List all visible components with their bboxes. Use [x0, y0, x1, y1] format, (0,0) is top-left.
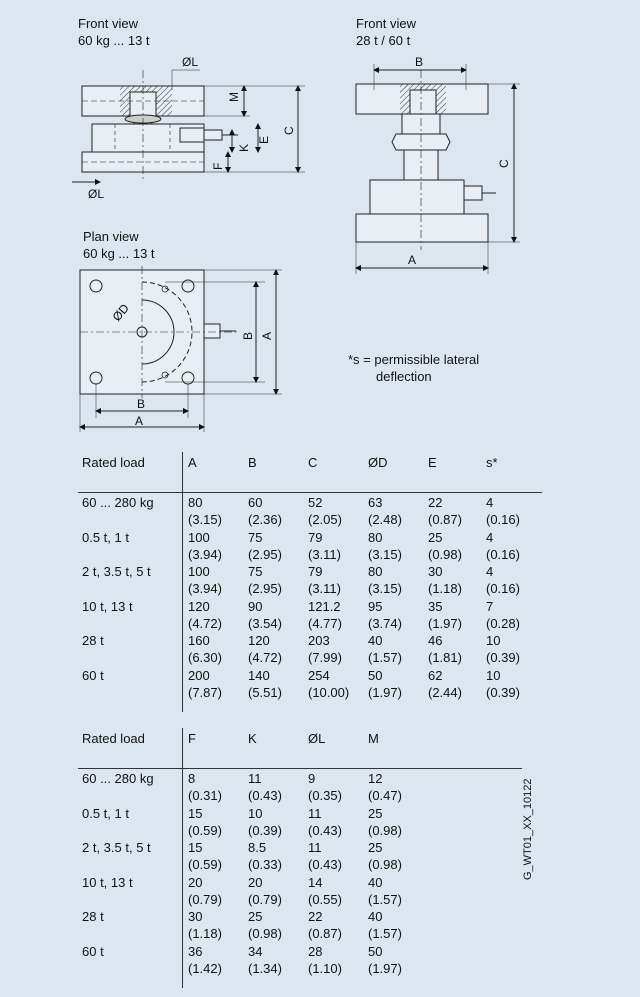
inch-value-cell: (0.39): [486, 684, 520, 700]
inch-value-cell: (0.39): [248, 822, 282, 838]
header-cell: B: [248, 455, 257, 470]
value-cell: 75: [248, 564, 263, 579]
inch-value-cell: (0.31): [188, 788, 222, 803]
value-cell: 30: [428, 564, 443, 579]
dim-E: E: [257, 135, 271, 144]
note-line-2: deflection: [376, 369, 432, 384]
inch-value-cell: (0.87): [308, 926, 342, 941]
header-cell: C: [308, 455, 318, 470]
plan-view-range: 60 kg ... 13 t: [83, 246, 155, 261]
value-cell: 20: [188, 874, 203, 890]
dim-C-large: C: [497, 159, 511, 168]
header-cell: Rated load: [82, 455, 145, 470]
inch-value-cell: (0.98): [368, 822, 402, 838]
row-label: 0.5 t, 1 t: [82, 529, 129, 545]
value-cell: 34: [248, 943, 263, 959]
front-view-large-drawing: [356, 64, 520, 274]
value-cell: 8.5: [248, 840, 267, 855]
value-cell: 28: [308, 943, 323, 959]
table-1-column-rule: [182, 452, 183, 712]
inch-value-cell: (0.98): [428, 546, 462, 562]
dim-C-small: C: [282, 126, 296, 135]
row-label: 60 t: [82, 667, 104, 683]
inch-value-cell: (5.51): [248, 684, 282, 700]
value-cell: 121.2: [308, 598, 341, 614]
dim-A-plan-horizontal: A: [135, 414, 144, 428]
inch-value-cell: (7.87): [188, 684, 222, 700]
dimensions-table-1: [78, 452, 542, 712]
value-cell: 9: [308, 771, 316, 786]
header-cell: ØL: [308, 731, 326, 746]
front-view-small-drawing: [72, 70, 305, 182]
inch-value-cell: (1.81): [428, 650, 462, 665]
inch-value-cell: (2.95): [248, 581, 282, 596]
inch-value-cell: (1.34): [248, 960, 282, 976]
value-cell: 90: [248, 598, 263, 614]
value-cell: 120: [248, 633, 270, 648]
value-cell: 50: [368, 667, 383, 683]
value-cell: 254: [308, 667, 330, 683]
plan-view-title: Plan view: [83, 229, 139, 244]
value-cell: 7: [486, 598, 494, 614]
value-cell: 11: [248, 771, 262, 786]
inch-value-cell: (3.15): [368, 581, 402, 596]
dim-L-top: ØL: [182, 55, 199, 69]
front-view-large-title: Front view: [356, 16, 416, 31]
value-cell: 20: [248, 874, 263, 890]
dim-B-plan-horizontal: B: [137, 397, 146, 411]
inch-value-cell: (3.94): [188, 546, 222, 562]
inch-value-cell: (2.48): [368, 512, 402, 527]
header-cell: F: [188, 731, 196, 746]
inch-value-cell: (0.47): [368, 788, 402, 803]
value-cell: 12: [368, 771, 383, 786]
header-cell: Rated load: [82, 731, 145, 746]
value-cell: 22: [428, 495, 443, 510]
value-cell: 120: [188, 598, 210, 614]
inch-value-cell: (0.28): [486, 615, 520, 631]
inch-value-cell: (3.11): [308, 581, 341, 596]
inch-value-cell: (0.43): [248, 788, 282, 803]
value-cell: 35: [428, 598, 443, 614]
row-label: 60 ... 280 kg: [82, 495, 154, 510]
dim-K: K: [237, 143, 251, 152]
inch-value-cell: (0.59): [188, 857, 222, 872]
value-cell: 10: [486, 667, 501, 683]
row-label: 10 t, 13 t: [82, 598, 133, 614]
inch-value-cell: (0.79): [248, 891, 282, 907]
value-cell: 4: [486, 529, 494, 545]
value-cell: 160: [188, 633, 210, 648]
value-cell: 80: [368, 564, 383, 579]
inch-value-cell: (0.39): [486, 650, 520, 665]
value-cell: 63: [368, 495, 383, 510]
value-cell: 25: [248, 909, 263, 924]
value-cell: 8: [188, 771, 196, 786]
value-cell: 80: [188, 495, 203, 510]
inch-value-cell: (3.94): [188, 581, 222, 596]
row-label: 28 t: [82, 909, 104, 924]
dim-A-large: A: [408, 253, 417, 267]
value-cell: 25: [368, 840, 383, 855]
inch-value-cell: (0.98): [368, 857, 402, 872]
dim-B-plan-vertical: B: [241, 331, 255, 340]
inch-value-cell: (3.54): [248, 615, 282, 631]
value-cell: 100: [188, 564, 210, 579]
header-cell: M: [368, 731, 379, 746]
row-label: 2 t, 3.5 t, 5 t: [82, 840, 151, 855]
header-cell: E: [428, 455, 437, 470]
value-cell: 11: [308, 840, 322, 855]
value-cell: 62: [428, 667, 443, 683]
value-cell: 79: [308, 529, 323, 545]
row-label: 0.5 t, 1 t: [82, 805, 129, 821]
inch-value-cell: (2.95): [248, 546, 282, 562]
inch-value-cell: (0.98): [248, 926, 282, 941]
inch-value-cell: (2.05): [308, 512, 342, 527]
dimensions-table-2: [78, 728, 522, 988]
value-cell: 60: [248, 495, 263, 510]
value-cell: 15: [188, 840, 203, 855]
inch-value-cell: (0.43): [308, 822, 342, 838]
value-cell: 4: [486, 495, 494, 510]
value-cell: 40: [368, 909, 383, 924]
front-view-small-title: Front view: [78, 16, 138, 31]
row-label: 2 t, 3.5 t, 5 t: [82, 564, 151, 579]
front-view-large-range: 28 t / 60 t: [356, 33, 411, 48]
dim-F: F: [211, 162, 225, 170]
table-2-column-rule: [182, 728, 183, 988]
note-line-1: *s = permissible lateral: [348, 352, 480, 367]
value-cell: 11: [308, 805, 322, 821]
header-cell: ØD: [368, 455, 388, 470]
row-label: 60 t: [82, 943, 104, 959]
value-cell: 100: [188, 529, 210, 545]
inch-value-cell: (0.59): [188, 822, 222, 838]
value-cell: 79: [308, 564, 323, 579]
inch-value-cell: (0.87): [428, 512, 462, 527]
inch-value-cell: (1.97): [428, 615, 462, 631]
value-cell: 36: [188, 943, 203, 959]
value-cell: 22: [308, 909, 323, 924]
value-cell: 203: [308, 633, 330, 648]
inch-value-cell: (0.55): [308, 891, 342, 907]
header-cell: s*: [486, 455, 498, 470]
inch-value-cell: (10.00): [308, 684, 350, 700]
value-cell: 200: [188, 667, 210, 683]
inch-value-cell: (1.42): [188, 960, 222, 976]
value-cell: 140: [248, 667, 270, 683]
value-cell: 4: [486, 564, 494, 579]
plan-view-drawing: [80, 266, 282, 432]
front-view-small-range: 60 kg ... 13 t: [78, 33, 150, 48]
figure-code: G_WT01_XX_10122: [522, 778, 534, 880]
inch-value-cell: (0.16): [486, 546, 520, 562]
dim-L-bottom: ØL: [88, 187, 105, 201]
inch-value-cell: (1.97): [368, 684, 402, 700]
inch-value-cell: (0.33): [248, 857, 282, 872]
inch-value-cell: (4.72): [188, 615, 222, 631]
inch-value-cell: (1.97): [368, 960, 402, 976]
inch-value-cell: (0.79): [188, 891, 222, 907]
header-cell: K: [248, 731, 257, 746]
inch-value-cell: (0.43): [308, 857, 342, 872]
row-label: 60 ... 280 kg: [82, 771, 154, 786]
inch-value-cell: (2.44): [428, 684, 462, 700]
value-cell: 14: [308, 874, 323, 890]
value-cell: 15: [188, 805, 203, 821]
technical-drawings: [0, 0, 640, 440]
value-cell: 52: [308, 495, 323, 510]
value-cell: 46: [428, 633, 443, 648]
inch-value-cell: (7.99): [308, 650, 342, 665]
inch-value-cell: (1.10): [308, 960, 342, 976]
value-cell: 40: [368, 874, 383, 890]
value-cell: 40: [368, 633, 383, 648]
row-label: 28 t: [82, 633, 104, 648]
inch-value-cell: (0.16): [486, 512, 520, 527]
inch-value-cell: (6.30): [188, 650, 222, 665]
dim-A-plan-vertical: A: [260, 331, 274, 340]
inch-value-cell: (1.57): [368, 926, 402, 941]
inch-value-cell: (3.15): [368, 546, 402, 562]
inch-value-cell: (1.18): [428, 581, 462, 596]
value-cell: 80: [368, 529, 383, 545]
row-label: 10 t, 13 t: [82, 874, 133, 890]
dim-M: M: [227, 92, 241, 102]
value-cell: 25: [428, 529, 443, 545]
inch-value-cell: (4.72): [248, 650, 282, 665]
dim-D-plan: ØD: [109, 301, 132, 324]
inch-value-cell: (1.57): [368, 891, 402, 907]
inch-value-cell: (1.57): [368, 650, 402, 665]
dim-B-large: B: [415, 55, 424, 69]
value-cell: 10: [486, 633, 501, 648]
inch-value-cell: (3.11): [308, 546, 341, 562]
inch-value-cell: (2.36): [248, 512, 282, 527]
inch-value-cell: (3.74): [368, 615, 402, 631]
inch-value-cell: (1.18): [188, 926, 222, 941]
value-cell: 25: [368, 805, 383, 821]
inch-value-cell: (0.35): [308, 788, 342, 803]
header-cell: A: [188, 455, 197, 470]
inch-value-cell: (0.16): [486, 581, 520, 596]
inch-value-cell: (3.15): [188, 512, 222, 527]
inch-value-cell: (4.77): [308, 615, 342, 631]
value-cell: 10: [248, 805, 263, 821]
value-cell: 30: [188, 909, 203, 924]
value-cell: 75: [248, 529, 263, 545]
value-cell: 95: [368, 598, 383, 614]
value-cell: 50: [368, 943, 383, 959]
